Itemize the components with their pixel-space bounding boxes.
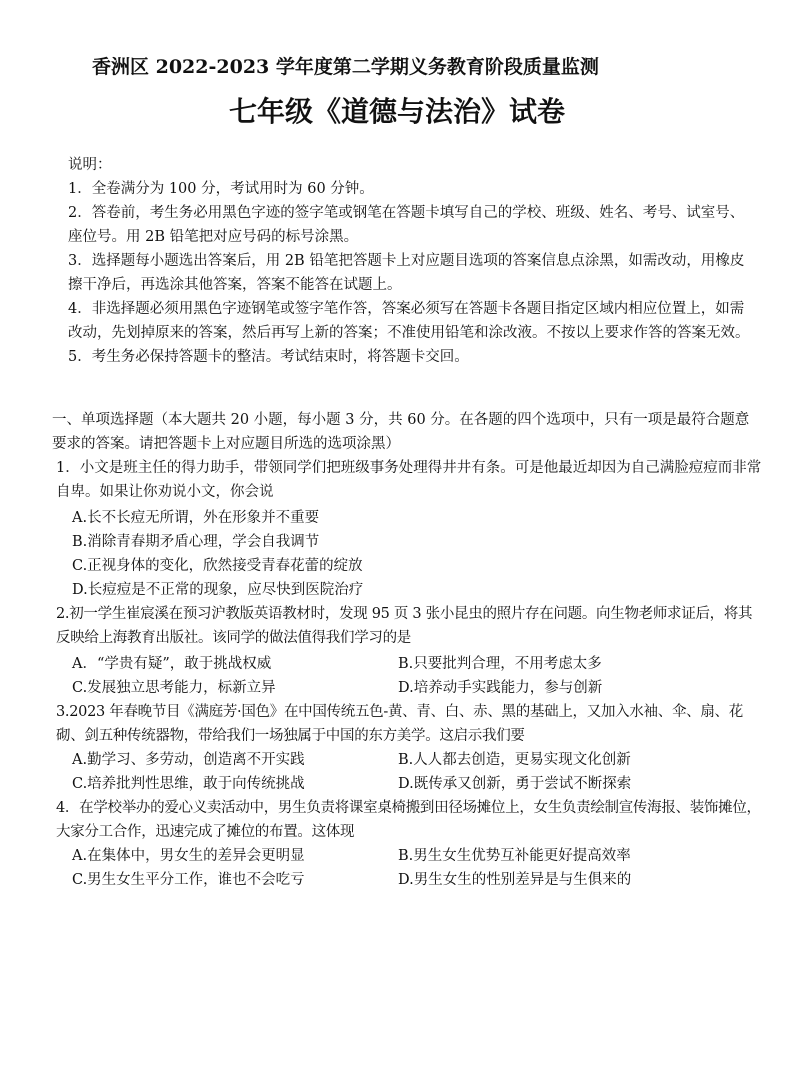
question-1-option-a: A.长不长痘无所谓，外在形象并不重要 [72,510,320,526]
question-2-stem: 2.初一学生崔宸溪在预习沪教版英语教材时，发现 95 页 3 张小昆虫的照片存在问题。向生物老师求证后，将其反映给上海教育出版社。该同学的做法值得我们学习的是 [56,606,753,646]
instruction-item: 5．考生务必保持答题卡的整洁。考试结束时，将答题卡交回。 [68,349,469,365]
question-stem [52,796,764,844]
question-3-option-c: C.培养批判性思维，敢于向传统挑战 [72,776,305,792]
question-4-option-a: A.在集体中，男女生的差异会更明显 [72,848,305,864]
question-3-stem: 3.2023 年春晚节目《满庭芳·国色》在中国传统五色-黄、青、白、赤、黑的基础上，又加入水袖、伞、扇、花砌、剑五种传统器物，带给我们一场独属于中国的东方美学。这启示我们要 [56,704,743,744]
question-2-option-d: D.培养动手实践能力，参与创新 [398,680,603,696]
exam-header-title: 香洲区 2022-2023 学年度第二学期义务教育阶段质量监测 [92,56,599,78]
question-1-option-c: C.正视身体的变化，欣然接受青春花蕾的绽放 [72,558,363,574]
instructions-block [52,153,758,369]
question-stem [52,700,764,748]
question-3-option-d: D.既传承又创新，勇于尝试不断探索 [398,776,632,792]
question-1-option-b: B.消除青春期矛盾心理，学会自我调节 [72,534,320,550]
question-4-option-c: C.男生女生平分工作，谁也不会吃亏 [72,872,305,888]
exam-subject-title: 七年级《道德与法治》试卷 [228,95,565,128]
question-4-stem: 4．在学校举办的爱心义卖活动中，男生负责将课室桌椅搬到田径场摊位上，女生负责绘制宣传海报、装饰摊位，大家分工合作，迅速完成了摊位的布置。这体现 [56,800,761,840]
question-4-option-b: B.男生女生优势互补能更好提高效率 [398,848,631,864]
instruction-item: 2．答卷前，考生务必用黑色字迹的签字笔或钢笔在答题卡填写自己的学校、班级、姓名、考号、试室号、座位号。用 2B 铅笔把对应号码的标号涂黑。 [68,205,745,245]
question-2-option-a: A．“学贵有疑”，敢于挑战权威 [72,656,272,672]
instruction-item: 1．全卷满分为 100 分，考试用时为 60 分钟。 [68,181,374,197]
instruction-item: 3．选择题每小题选出答案后，用 2B 铅笔把答题卡上对应题目选项的答案信息点涂黑，如需改动，用橡皮擦干净后，再选涂其他答案，答案不能答在试题上。 [68,253,745,293]
question-2-option-c: C.发展独立思考能力，标新立异 [72,680,276,696]
question-1-stem: 1．小文是班主任的得力助手，带领同学们把班级事务处理得井井有条。可是他最近却因为自己满脸痘痘而非常自卑。如果让你劝说小文，你会说 [56,460,762,500]
question-1-option-d: D.长痘痘是不正常的现象，应尽快到医院治疗 [72,582,364,598]
question-stem [52,456,764,504]
instructions-title: 说明： [68,157,112,173]
question-4-option-d: D.男生女生的性别差异是与生俱来的 [398,872,632,888]
question-3-option-a: A.勤学习、多劳动，创造离不开实践 [72,752,305,768]
question-3-option-b: B.人人都去创造，更易实现文化创新 [398,752,631,768]
question-2-option-b: B.只要批判合理，不用考虑太多 [398,656,602,672]
instruction-item: 4．非选择题必须用黑色字迹钢笔或签字笔作答，答案必须写在答题卡各题目指定区域内相应位置上，如需改动，先划掉原来的答案，然后再写上新的答案；不准使用铅笔和涂改液。不按以上要求作答的答案无效。 [68,301,750,341]
question-stem [52,602,764,650]
section-heading: 一、单项选择题（本大题共 20 小题，每小题 3 分，共 60 分。在各题的四个选项中，只有一项是最符合题意要求的答案。请把答题卡上对应题目所选的选项涂黑） [52,412,750,452]
